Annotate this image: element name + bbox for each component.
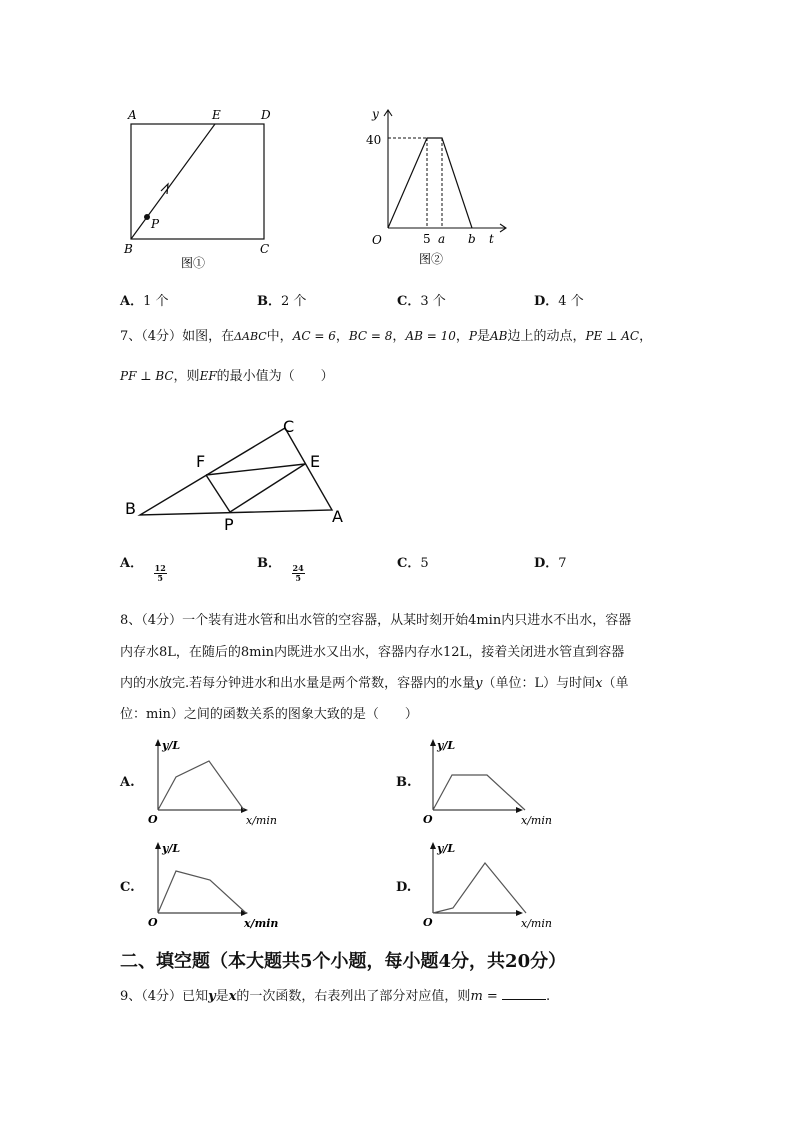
t-tick-5: 5 (423, 232, 431, 246)
label-a: A (332, 507, 343, 526)
q6-option-b[interactable]: B．2 个 (257, 294, 307, 309)
q8-option-d[interactable]: D. (396, 880, 412, 895)
fig1-caption: 图① (181, 256, 206, 270)
y-arrow-icon (155, 842, 161, 849)
fraction-24-5: $\frac{24}{5}$ (292, 563, 304, 583)
segment-pf (206, 475, 230, 512)
graph-line (158, 871, 246, 913)
q8-option-c[interactable]: C. (120, 880, 135, 895)
q8-graph-b (415, 735, 565, 830)
label-a: A (128, 108, 137, 122)
graph-line (433, 863, 526, 913)
q7-option-d[interactable]: D．7 (534, 556, 567, 571)
y-tick-40: 40 (366, 133, 382, 147)
x-label: x/min (521, 917, 552, 930)
label-c: C (283, 417, 295, 436)
label-p: P (224, 515, 234, 534)
y-label: y (372, 107, 379, 121)
graph-line (388, 138, 472, 228)
label-e: E (212, 108, 221, 122)
y-arrow-icon (430, 739, 436, 746)
q8-option-b[interactable]: B. (396, 775, 412, 790)
q6-option-d[interactable]: D．4 个 (534, 294, 584, 309)
x-label: x/min (521, 814, 552, 827)
q8-option-a[interactable]: A. (120, 775, 135, 790)
q7-stem-line1: 7、（4分）如图，在ΔABC中，AC = 6，BC = 8，AB = 10，P是AB边上的动点，PE ⊥ AC， (120, 329, 653, 344)
q8-stem-line2: 内存水8L，在随后的8min内既进水又出水，容器内存水12L，接着关闭进水管直到容器 (120, 645, 625, 660)
q8-graph-d (415, 838, 565, 933)
label-p: P (151, 217, 160, 231)
t-label: t (489, 232, 494, 246)
q7-stem-line2: PF ⊥ BC，则EF的最小值为（ ） (120, 369, 334, 384)
answer-blank[interactable] (502, 987, 546, 1000)
label-d: D (261, 108, 271, 122)
q8-stem-line1: 8、（4分）一个装有进水管和出水管的空容器，从某时刻开始4min内只进水不出水，容器 (120, 613, 632, 628)
y-label: y/L (437, 842, 456, 855)
origin-label: O (148, 813, 158, 826)
fig2-caption: 图② (419, 252, 444, 266)
origin-label: O (423, 813, 433, 826)
origin-label: O (148, 916, 158, 929)
y-label: y/L (162, 842, 181, 855)
q6-option-c[interactable]: C．3 个 (397, 294, 446, 309)
y-arrow-icon (430, 842, 436, 849)
q8-stem-line4: 位：min）之间的函数关系的图象大致的是（ ） (120, 707, 418, 722)
q6-figure-1 (115, 100, 290, 275)
x-label: x/min (244, 917, 279, 930)
q7-option-b[interactable]: B． $\frac{24}{5}$ (257, 556, 304, 583)
q6-figure-2 (360, 100, 510, 275)
q8-graph-a (140, 735, 290, 830)
section-2-title: 二、填空题（本大题共5个小题，每小题4分，共20分） (120, 951, 567, 972)
y-arrow-icon (155, 739, 161, 746)
x-label: x/min (246, 814, 277, 827)
label-f: F (196, 452, 206, 471)
q9-stem: 9、（4分）已知y是x的一次函数，右表列出了部分对应值，则m = . (120, 989, 551, 1004)
x-arrow-icon (516, 910, 523, 916)
fraction-12-5: $\frac{12}{5}$ (154, 563, 166, 583)
q6-option-a[interactable]: A．1 个 (120, 294, 169, 309)
y-label: y/L (162, 739, 181, 752)
graph-line (158, 761, 244, 810)
label-c: C (260, 242, 270, 256)
graph-line (433, 775, 525, 810)
label-e: E (310, 452, 321, 471)
q7-figure (120, 410, 360, 535)
point-p (144, 214, 150, 220)
segment-be (131, 124, 215, 239)
q8-stem-line3: 内的水放完.若每分钟进水和出水量是两个常数，容器内的水量y（单位：L）与时间x（单 (120, 676, 629, 691)
t-tick-a: a (438, 232, 446, 246)
y-label: y/L (437, 739, 456, 752)
origin-label: O (372, 233, 382, 247)
t-tick-b: b (468, 232, 476, 246)
label-b: B (125, 499, 136, 518)
q7-option-a[interactable]: A． $\frac{12}{5}$ (120, 556, 166, 583)
q8-graph-c (140, 838, 290, 933)
q7-option-c[interactable]: C．5 (397, 556, 429, 571)
origin-label: O (423, 916, 433, 929)
label-b: B (124, 242, 133, 256)
